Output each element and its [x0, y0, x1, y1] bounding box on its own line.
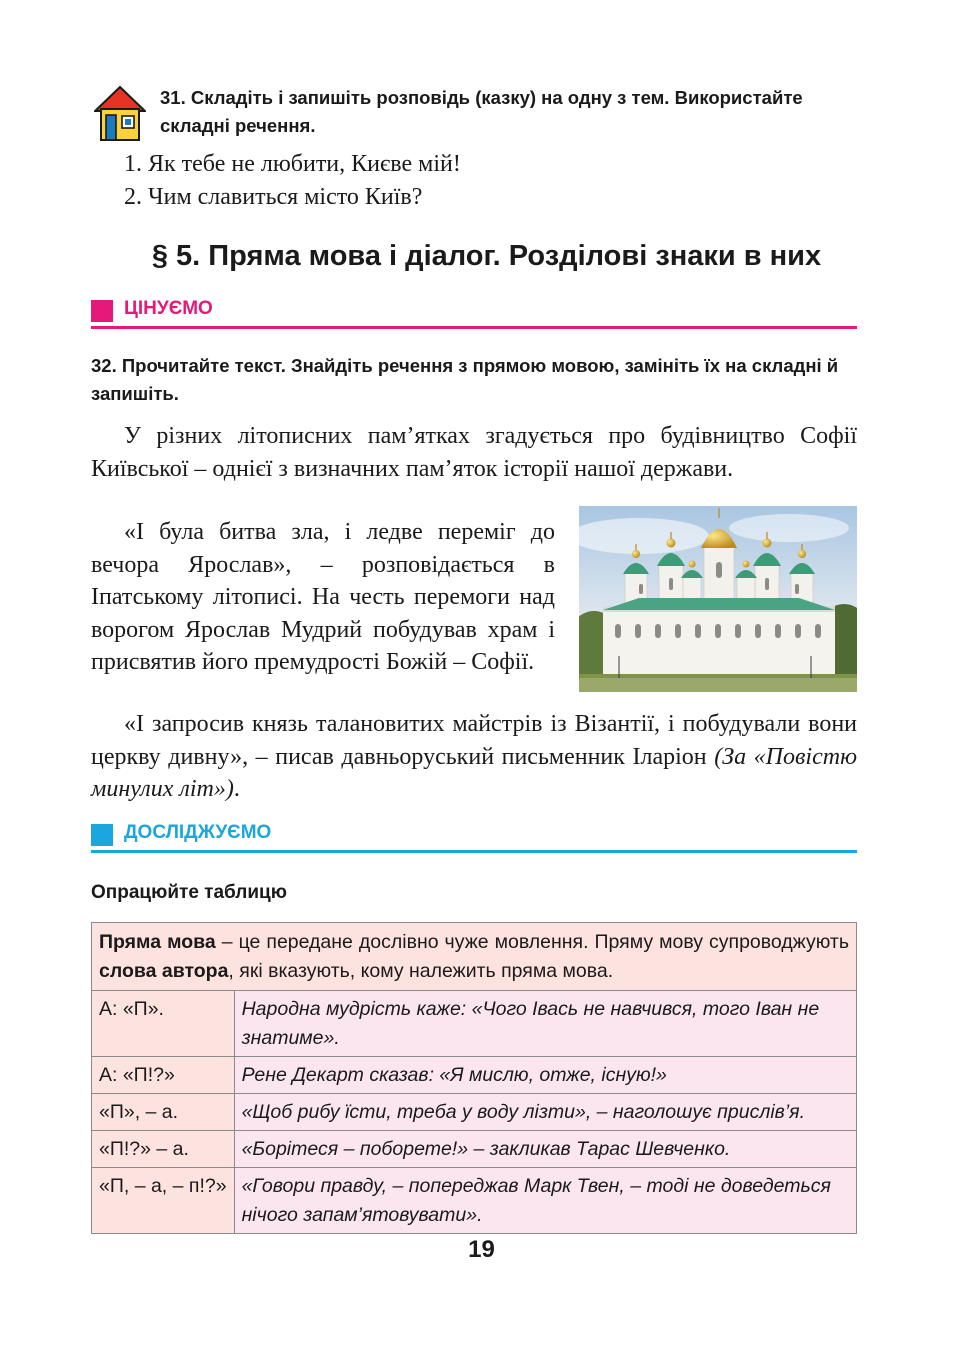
text-paragraph: «І запросив князь талановитих майстрів із Візантії, і побудували вони церкву дивну», – писав давньоруський письменник Іларіон (За «Повістю минулих літ»).	[91, 711, 857, 802]
table-row	[92, 1168, 857, 1234]
example-cell: Народна мудрість каже: «Чого Івась не навчився, того Іван не знатиме».	[234, 991, 856, 1057]
section-underline	[91, 326, 857, 329]
section-header-research	[91, 819, 857, 853]
example-cell: «Говори правду, – попереджав Марк Твен, – тоді не доведеться нічого запам’ятовувати».	[234, 1168, 856, 1234]
exercise-31-topics	[124, 148, 461, 214]
exercise-32-instruction: 32. Прочитайте текст. Знайдіть речення з прямою мовою, замініть їх на складні й запишіть.	[91, 355, 839, 404]
section-label: ДОСЛІДЖУЄМО	[124, 822, 272, 843]
exercise-31-instruction: 31. Складіть і запишіть розповідь (казку) на одну з тем. Використайте складні речення.	[160, 87, 803, 136]
definition-cell: Пряма мова – це передане дослівно чуже мовлення. Пряму мову супроводжують слова автора, які вказують, кому належить пряма мова.	[92, 923, 857, 991]
house-icon	[94, 84, 146, 142]
topic-item: 1. Як тебе не любити, Києве мій!	[124, 151, 461, 177]
scheme-cell: «П, – а, – п!?»	[92, 1168, 235, 1234]
table-row	[92, 991, 857, 1057]
saint-sophia-cathedral-image	[579, 506, 857, 692]
table-row	[92, 1057, 857, 1094]
section-marker-square	[91, 300, 113, 322]
scheme-cell: «П», – а.	[92, 1094, 235, 1131]
section-header-value	[91, 295, 857, 329]
topic-item: 2. Чим славиться місто Київ?	[124, 184, 423, 210]
section-marker-square	[91, 824, 113, 846]
page-number: 19	[468, 1236, 495, 1263]
section-underline	[91, 850, 857, 853]
table-title: Опрацюйте таблицю	[91, 882, 287, 903]
table-row	[92, 1094, 857, 1131]
example-cell: «Щоб рибу їсти, треба у воду лізти», – наголошує прислів’я.	[234, 1094, 856, 1131]
scheme-cell: А: «П».	[92, 991, 235, 1057]
section-label: ЦІНУЄМО	[124, 298, 213, 319]
text-paragraph: «І була битва зла, і ледве переміг до вечора Ярослав», – розповідається в Іпатському літописі. На честь перемоги над ворогом Ярослав Мудрий побудував храм і присвятив його премудрості Божій – Софії.	[91, 519, 555, 675]
scheme-cell: А: «П!?»	[92, 1057, 235, 1094]
direct-speech-table	[91, 922, 857, 1234]
table-row	[92, 1131, 857, 1168]
example-cell: «Борітеся – поборете!» – закликав Тарас Шевченко.	[234, 1131, 856, 1168]
paragraph-title: § 5. Пряма мова і діалог. Розділові знаки в них	[151, 240, 822, 272]
text-paragraph: У різних літописних пам’ятках згадується про будівництво Софії Київської – однієї з визначних пам’яток історії нашої держави.	[91, 423, 857, 482]
text-source: (За «Повістю минулих літ»)	[91, 743, 857, 802]
example-cell: Рене Декарт сказав: «Я мислю, отже, існую!»	[234, 1057, 856, 1094]
scheme-cell: «П!?» – а.	[92, 1131, 235, 1168]
table-definition-row	[92, 923, 857, 991]
